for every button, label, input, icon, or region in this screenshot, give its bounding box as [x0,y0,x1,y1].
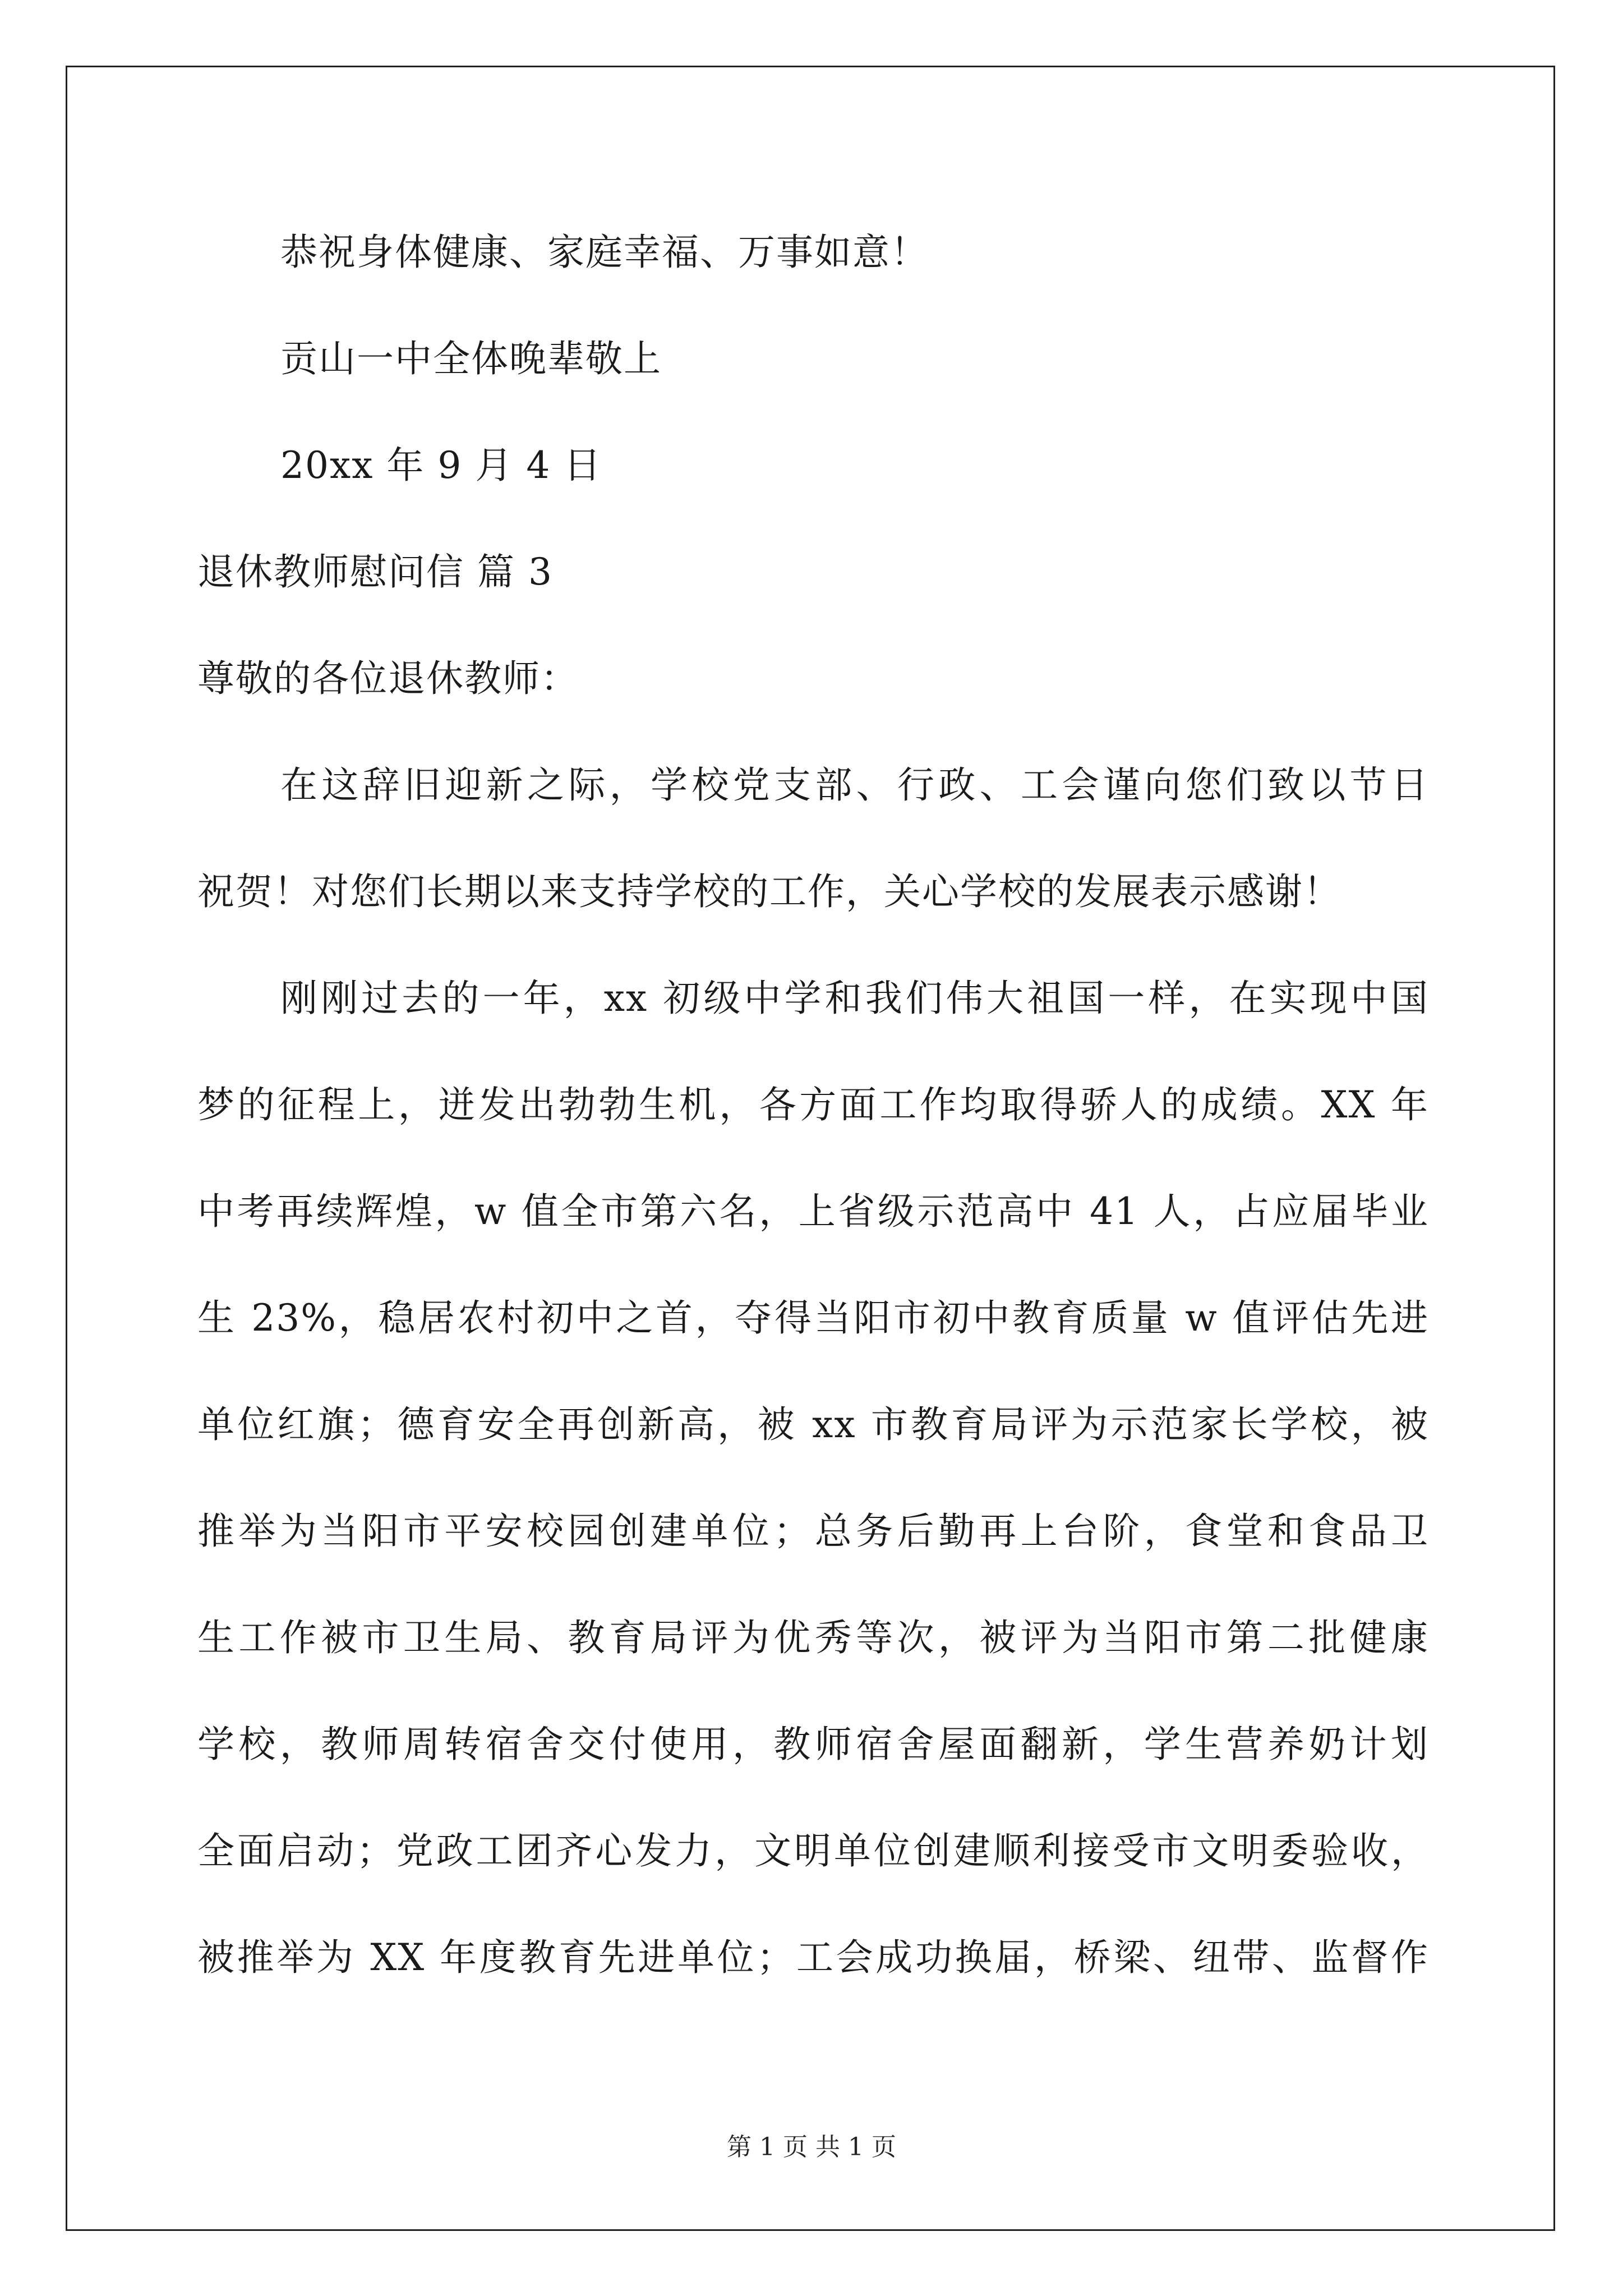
paragraph-line: 在这辞旧迎新之际，学校党支部、行政、工会谨向您们致以节日 [280,763,1429,807]
paragraph-line: 中考再续辉煌，w 值全市第六名，上省级示范高中 41 人，占应届毕业 [197,1190,1429,1233]
closing-wishes: 恭祝身体健康、家庭幸福、万事如意！ [280,231,929,274]
section-title: 退休教师慰问信 篇 3 [197,550,553,593]
paragraph-line: 学校，教师周转宿舍交付使用，教师宿舍屋面翻新，学生营养奶计划 [197,1723,1429,1766]
paragraph-line: 祝贺！对您们长期以来支持学校的工作，关心学校的发展表示感谢！ [197,870,1341,913]
paragraph-line: 被推举为 XX 年度教育先进单位；工会成功换届，桥梁、纽带、监督作 [197,1936,1429,1979]
paragraph-line: 生 23%，稳居农村初中之首，夺得当阳市初中教育质量 w 值评估先进 [197,1296,1429,1340]
paragraph-line: 全面启动；党政工团齐心发力，文明单位创建顺利接受市文明委验收， [197,1829,1429,1872]
paragraph-line: 生工作被市卫生局、教育局评为优秀等次，被评为当阳市第二批健康 [197,1616,1429,1659]
page-border [66,66,1555,2231]
page-footer: 第 1 页 共 1 页 [727,2133,896,2161]
salutation: 尊敬的各位退休教师： [197,657,579,700]
date: 20xx 年 9 月 4 日 [280,444,602,487]
paragraph-line: 单位红旗；德育安全再创新高，被 xx 市教育局评为示范家长学校，被 [197,1403,1429,1446]
paragraph-line: 梦的征程上，迸发出勃勃生机，各方面工作均取得骄人的成绩。XX 年 [197,1083,1429,1126]
signature: 贡山一中全体晚辈敬上 [280,337,662,380]
paragraph-line: 刚刚过去的一年，xx 初级中学和我们伟大祖国一样，在实现中国 [280,977,1429,1020]
paragraph-line: 推举为当阳市平安校园创建单位；总务后勤再上台阶，食堂和食品卫 [197,1510,1429,1553]
